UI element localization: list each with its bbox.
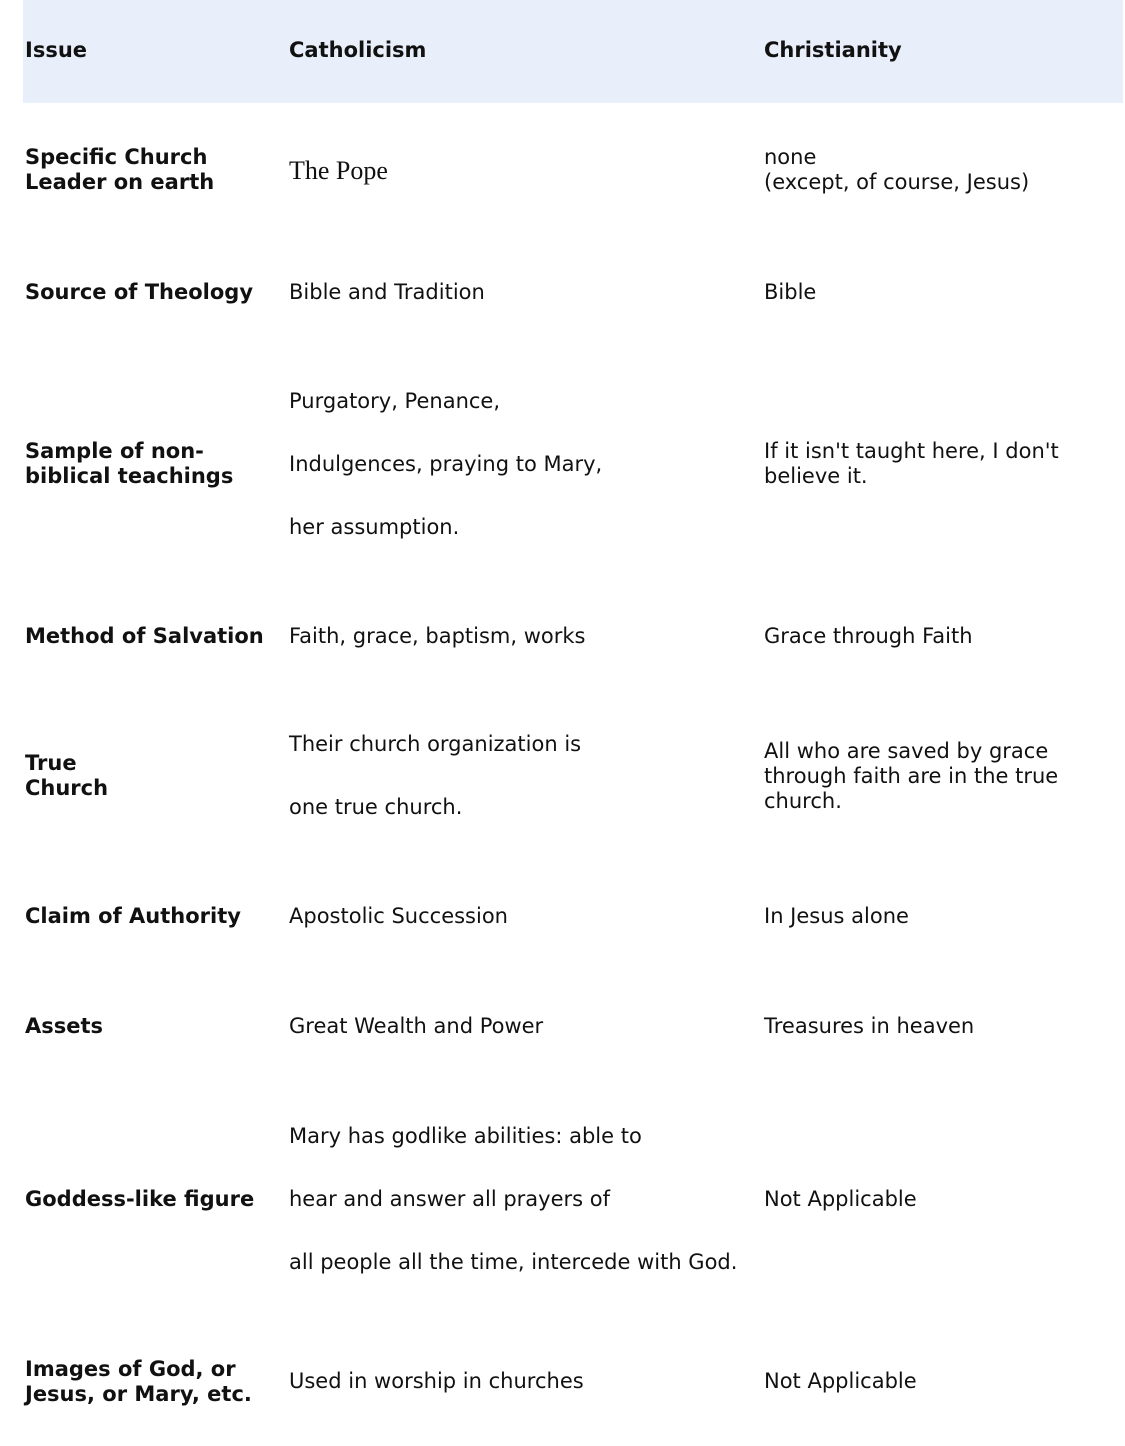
catholicism-cell bbox=[287, 971, 762, 1081]
header-row bbox=[23, 0, 1123, 103]
issue-line: biblical teachings bbox=[25, 464, 234, 488]
christianity-cell bbox=[762, 861, 1123, 971]
issue-line: True bbox=[25, 751, 77, 775]
catholicism-line: Bible and Tradition bbox=[289, 279, 485, 304]
catholicism-cell bbox=[287, 237, 762, 347]
issue-line: Assets bbox=[25, 1013, 104, 1038]
christianity-line: Grace through Faith bbox=[764, 623, 973, 648]
issue-line: Goddess-like figure bbox=[25, 1186, 255, 1211]
christianity-line: If it isn't taught here, I don't bbox=[764, 439, 1059, 463]
catholicism-line: Their church organization is bbox=[289, 732, 582, 756]
christianity-cell bbox=[762, 347, 1123, 581]
issue-line: Jesus, or Mary, etc. bbox=[25, 1381, 252, 1406]
christianity-line: believe it. bbox=[764, 464, 868, 488]
issue-line: Specific Church bbox=[25, 145, 208, 169]
issue-cell bbox=[23, 103, 287, 237]
issue-cell bbox=[23, 1317, 287, 1446]
christianity-cell bbox=[762, 1081, 1123, 1317]
table-row bbox=[23, 347, 1123, 581]
catholicism-line: her assumption. bbox=[289, 514, 460, 539]
table-row bbox=[23, 103, 1123, 237]
christianity-cell bbox=[762, 971, 1123, 1081]
christianity-line: none bbox=[764, 145, 817, 169]
catholicism-line: Great Wealth and Power bbox=[289, 1013, 544, 1038]
table-row bbox=[23, 237, 1123, 347]
christianity-cell bbox=[762, 1317, 1123, 1446]
comparison-table bbox=[23, 0, 1123, 1446]
christianity-line: Bible bbox=[764, 279, 817, 304]
issue-cell bbox=[23, 971, 287, 1081]
christianity-line: In Jesus alone bbox=[764, 903, 909, 928]
catholicism-cell bbox=[287, 347, 762, 581]
header-catholicism: Catholicism bbox=[287, 0, 762, 103]
issue-cell bbox=[23, 237, 287, 347]
table-row bbox=[23, 691, 1123, 861]
issue-line: Leader on earth bbox=[25, 170, 215, 194]
catholicism-line: Mary has godlike abilities: able to bbox=[289, 1123, 642, 1148]
christianity-cell bbox=[762, 237, 1123, 347]
issue-cell bbox=[23, 347, 287, 581]
issue-line: Sample of non- bbox=[25, 439, 204, 463]
table-row bbox=[23, 581, 1123, 691]
catholicism-cell bbox=[287, 691, 762, 861]
christianity-cell bbox=[762, 103, 1123, 237]
catholicism-line: Apostolic Succession bbox=[289, 903, 508, 928]
catholicism-cell bbox=[287, 103, 762, 237]
table-row bbox=[23, 861, 1123, 971]
christianity-cell bbox=[762, 581, 1123, 691]
catholicism-line: Purgatory, Penance, bbox=[289, 388, 501, 413]
table-row bbox=[23, 1317, 1123, 1446]
catholicism-line: all people all the time, intercede with God. bbox=[289, 1249, 738, 1274]
catholicism-line: Faith, grace, baptism, works bbox=[289, 623, 586, 648]
christianity-line: Not Applicable bbox=[764, 1186, 917, 1211]
christianity-cell bbox=[762, 691, 1123, 861]
christianity-line: Treasures in heaven bbox=[764, 1013, 975, 1038]
table-row bbox=[23, 971, 1123, 1081]
issue-line: Method of Salvation bbox=[25, 623, 264, 648]
christianity-line: (except, of course, Jesus) bbox=[764, 170, 1030, 194]
christianity-line: All who are saved by grace bbox=[764, 738, 1049, 763]
catholicism-line: one true church. bbox=[289, 795, 463, 819]
header-christianity: Christianity bbox=[762, 0, 1123, 103]
catholicism-cell bbox=[287, 581, 762, 691]
issue-line: Images of God, or bbox=[25, 1356, 236, 1381]
catholicism-line: Used in worship in churches bbox=[289, 1369, 584, 1393]
christianity-line: Not Applicable bbox=[764, 1369, 917, 1393]
catholicism-line: hear and answer all prayers of bbox=[289, 1186, 610, 1211]
issue-line: Source of Theology bbox=[25, 279, 254, 304]
issue-cell bbox=[23, 581, 287, 691]
catholicism-cell bbox=[287, 1317, 762, 1446]
issue-cell bbox=[23, 861, 287, 971]
christianity-line: church. bbox=[764, 788, 842, 813]
catholicism-cell bbox=[287, 861, 762, 971]
catholicism-line: Indulgences, praying to Mary, bbox=[289, 451, 603, 476]
catholicism-cell bbox=[287, 1081, 762, 1317]
header-issue: Issue bbox=[23, 0, 287, 103]
issue-cell bbox=[23, 1081, 287, 1317]
catholicism-line: The Pope bbox=[289, 155, 388, 185]
table-row bbox=[23, 1081, 1123, 1317]
issue-cell bbox=[23, 691, 287, 861]
christianity-line: through faith are in the true bbox=[764, 763, 1059, 788]
issue-line: Claim of Authority bbox=[25, 903, 241, 928]
issue-line: Church bbox=[25, 776, 109, 800]
